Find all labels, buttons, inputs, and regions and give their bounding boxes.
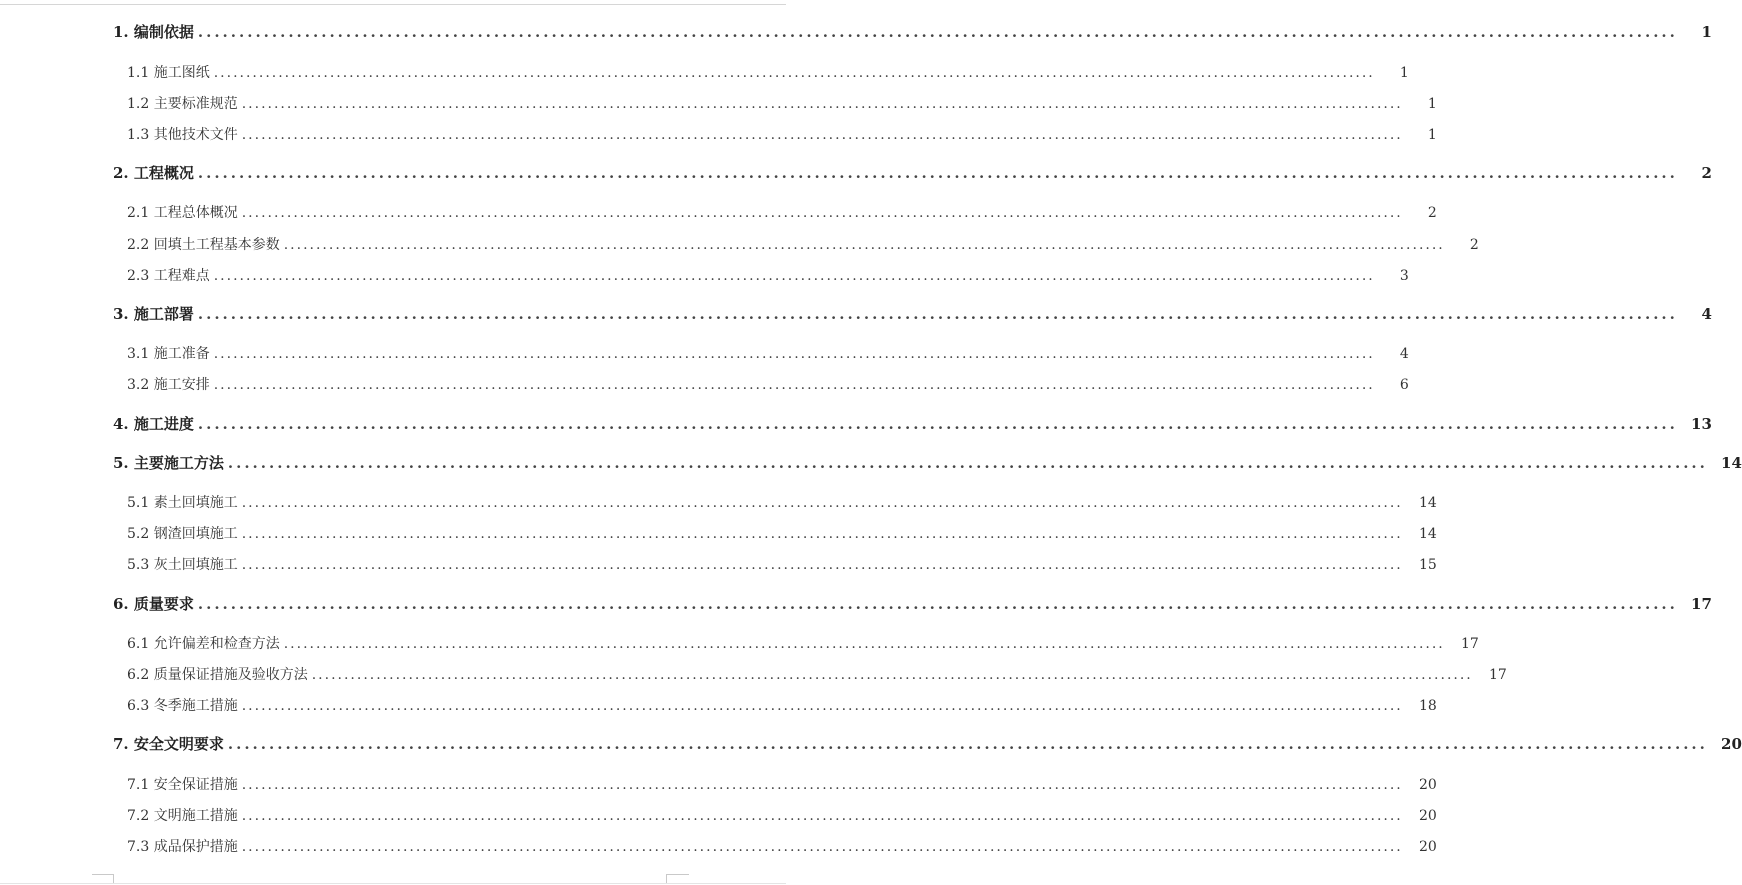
toc-dot-leader bbox=[214, 377, 1375, 393]
toc-entry-label: 7.1 安全保证措施 bbox=[127, 777, 238, 793]
toc-dot-leader bbox=[242, 839, 1403, 855]
toc-entry-label: 7.3 成品保护措施 bbox=[127, 839, 238, 855]
toc-entry-label: 2.1 工程总体概况 bbox=[127, 205, 238, 221]
toc-entry-level2[interactable] bbox=[0, 695, 1437, 715]
toc-entry-label: 7. 安全文明要求 bbox=[113, 735, 224, 753]
toc-dot-leader bbox=[242, 127, 1403, 143]
toc-entry-label: 1. 编制依据 bbox=[113, 23, 194, 41]
toc-dot-leader bbox=[228, 454, 1708, 472]
toc-entry-label: 2.3 工程难点 bbox=[127, 268, 210, 284]
toc-entry-level1[interactable] bbox=[0, 452, 1742, 473]
toc-entry-level2[interactable] bbox=[0, 492, 1437, 512]
toc-entry-level2[interactable] bbox=[0, 805, 1437, 825]
toc-entry-label: 5.3 灰土回填施工 bbox=[127, 557, 238, 573]
toc-page-number: 20 bbox=[1721, 735, 1742, 753]
page-bottom-border bbox=[0, 883, 786, 884]
toc-dot-leader bbox=[284, 636, 1445, 652]
toc-dot-leader bbox=[284, 237, 1445, 253]
toc-dot-leader bbox=[214, 268, 1375, 284]
toc-page-number: 20 bbox=[1418, 808, 1437, 824]
toc-page-number: 17 bbox=[1460, 636, 1479, 652]
toc-page-number: 13 bbox=[1691, 415, 1712, 433]
toc-dot-leader bbox=[242, 495, 1403, 511]
toc-dot-leader bbox=[242, 96, 1403, 112]
toc-dot-leader bbox=[228, 735, 1708, 753]
toc-entry-label: 1.2 主要标准规范 bbox=[127, 96, 238, 112]
toc-page-number: 18 bbox=[1418, 698, 1437, 714]
toc-entry-label: 6.2 质量保证措施及验收方法 bbox=[127, 667, 308, 683]
toc-entry-level1[interactable] bbox=[0, 21, 1712, 42]
toc-entry-level2[interactable] bbox=[0, 124, 1437, 144]
toc-entry-level2[interactable] bbox=[0, 265, 1409, 285]
toc-page-number: 1 bbox=[1427, 127, 1437, 143]
toc-dot-leader bbox=[242, 205, 1403, 221]
toc-dot-leader bbox=[312, 667, 1473, 683]
toc-entry-level2[interactable] bbox=[0, 774, 1437, 794]
toc-entry-label: 4. 施工进度 bbox=[113, 415, 194, 433]
toc-page-number: 14 bbox=[1721, 454, 1742, 472]
margin-corner-mark-left-h bbox=[92, 874, 113, 875]
toc-entry-label: 2.2 回填土工程基本参数 bbox=[127, 237, 280, 253]
toc-entry-level2[interactable] bbox=[0, 234, 1479, 254]
toc-dot-leader bbox=[242, 698, 1403, 714]
toc-entry-level1[interactable] bbox=[0, 733, 1742, 754]
toc-dot-leader bbox=[198, 23, 1678, 41]
toc-entry-level2[interactable] bbox=[0, 523, 1437, 543]
toc-entry-level2[interactable] bbox=[0, 343, 1409, 363]
toc-dot-leader bbox=[242, 808, 1403, 824]
toc-page-number: 15 bbox=[1418, 557, 1437, 573]
toc-dot-leader bbox=[214, 65, 1375, 81]
toc-entry-label: 6. 质量要求 bbox=[113, 595, 194, 613]
toc-page-number: 17 bbox=[1488, 667, 1507, 683]
toc-dot-leader bbox=[198, 164, 1678, 182]
toc-page-number: 2 bbox=[1701, 164, 1712, 182]
toc-page-number: 1 bbox=[1427, 96, 1437, 112]
toc-dot-leader bbox=[198, 305, 1678, 323]
toc-page-number: 20 bbox=[1418, 839, 1437, 855]
toc-dot-leader bbox=[242, 526, 1403, 542]
toc-page-number: 6 bbox=[1399, 377, 1409, 393]
toc-entry-label: 5. 主要施工方法 bbox=[113, 454, 224, 472]
toc-page-number: 2 bbox=[1469, 237, 1479, 253]
toc-entry-label: 1.3 其他技术文件 bbox=[127, 127, 238, 143]
margin-corner-mark-right-h bbox=[667, 874, 689, 875]
toc-page-number: 4 bbox=[1399, 346, 1409, 362]
toc-entry-label: 6.1 允许偏差和检查方法 bbox=[127, 636, 280, 652]
toc-entry-level2[interactable] bbox=[0, 93, 1437, 113]
toc-page-number: 17 bbox=[1691, 595, 1712, 613]
toc-entry-label: 2. 工程概况 bbox=[113, 164, 194, 182]
toc-dot-leader bbox=[214, 346, 1375, 362]
toc-entry-level1[interactable] bbox=[0, 593, 1712, 614]
toc-dot-leader bbox=[198, 595, 1678, 613]
toc-page-number: 4 bbox=[1701, 305, 1712, 323]
toc-entry-level2[interactable] bbox=[0, 202, 1437, 222]
toc-entry-level1[interactable] bbox=[0, 413, 1712, 434]
toc-entry-level2[interactable] bbox=[0, 836, 1437, 856]
toc-entry-label: 5.2 钢渣回填施工 bbox=[127, 526, 238, 542]
toc-entry-level2[interactable] bbox=[0, 633, 1479, 653]
toc-entry-level2[interactable] bbox=[0, 62, 1409, 82]
toc-page-number: 1 bbox=[1701, 23, 1712, 41]
toc-dot-leader bbox=[242, 557, 1403, 573]
toc-entry-level1[interactable] bbox=[0, 162, 1712, 183]
toc-page-number: 1 bbox=[1399, 65, 1409, 81]
toc-entry-label: 6.3 冬季施工措施 bbox=[127, 698, 238, 714]
toc-page-number: 2 bbox=[1427, 205, 1437, 221]
toc-entry-label: 3. 施工部署 bbox=[113, 305, 194, 323]
toc-entry-level2[interactable] bbox=[0, 554, 1437, 574]
toc-entry-level2[interactable] bbox=[0, 664, 1507, 684]
toc-page-number: 14 bbox=[1418, 495, 1437, 511]
toc-dot-leader bbox=[198, 415, 1678, 433]
toc-page-number: 20 bbox=[1418, 777, 1437, 793]
toc-dot-leader bbox=[242, 777, 1403, 793]
toc-entry-label: 3.2 施工安排 bbox=[127, 377, 210, 393]
toc-entry-level2[interactable] bbox=[0, 374, 1409, 394]
toc-entry-label: 7.2 文明施工措施 bbox=[127, 808, 238, 824]
toc-page-number: 3 bbox=[1399, 268, 1409, 284]
toc-entry-level1[interactable] bbox=[0, 303, 1712, 324]
toc-entry-label: 5.1 素土回填施工 bbox=[127, 495, 238, 511]
toc-entry-label: 1.1 施工图纸 bbox=[127, 65, 210, 81]
toc-page-number: 14 bbox=[1418, 526, 1437, 542]
toc-entry-label: 3.1 施工准备 bbox=[127, 346, 210, 362]
